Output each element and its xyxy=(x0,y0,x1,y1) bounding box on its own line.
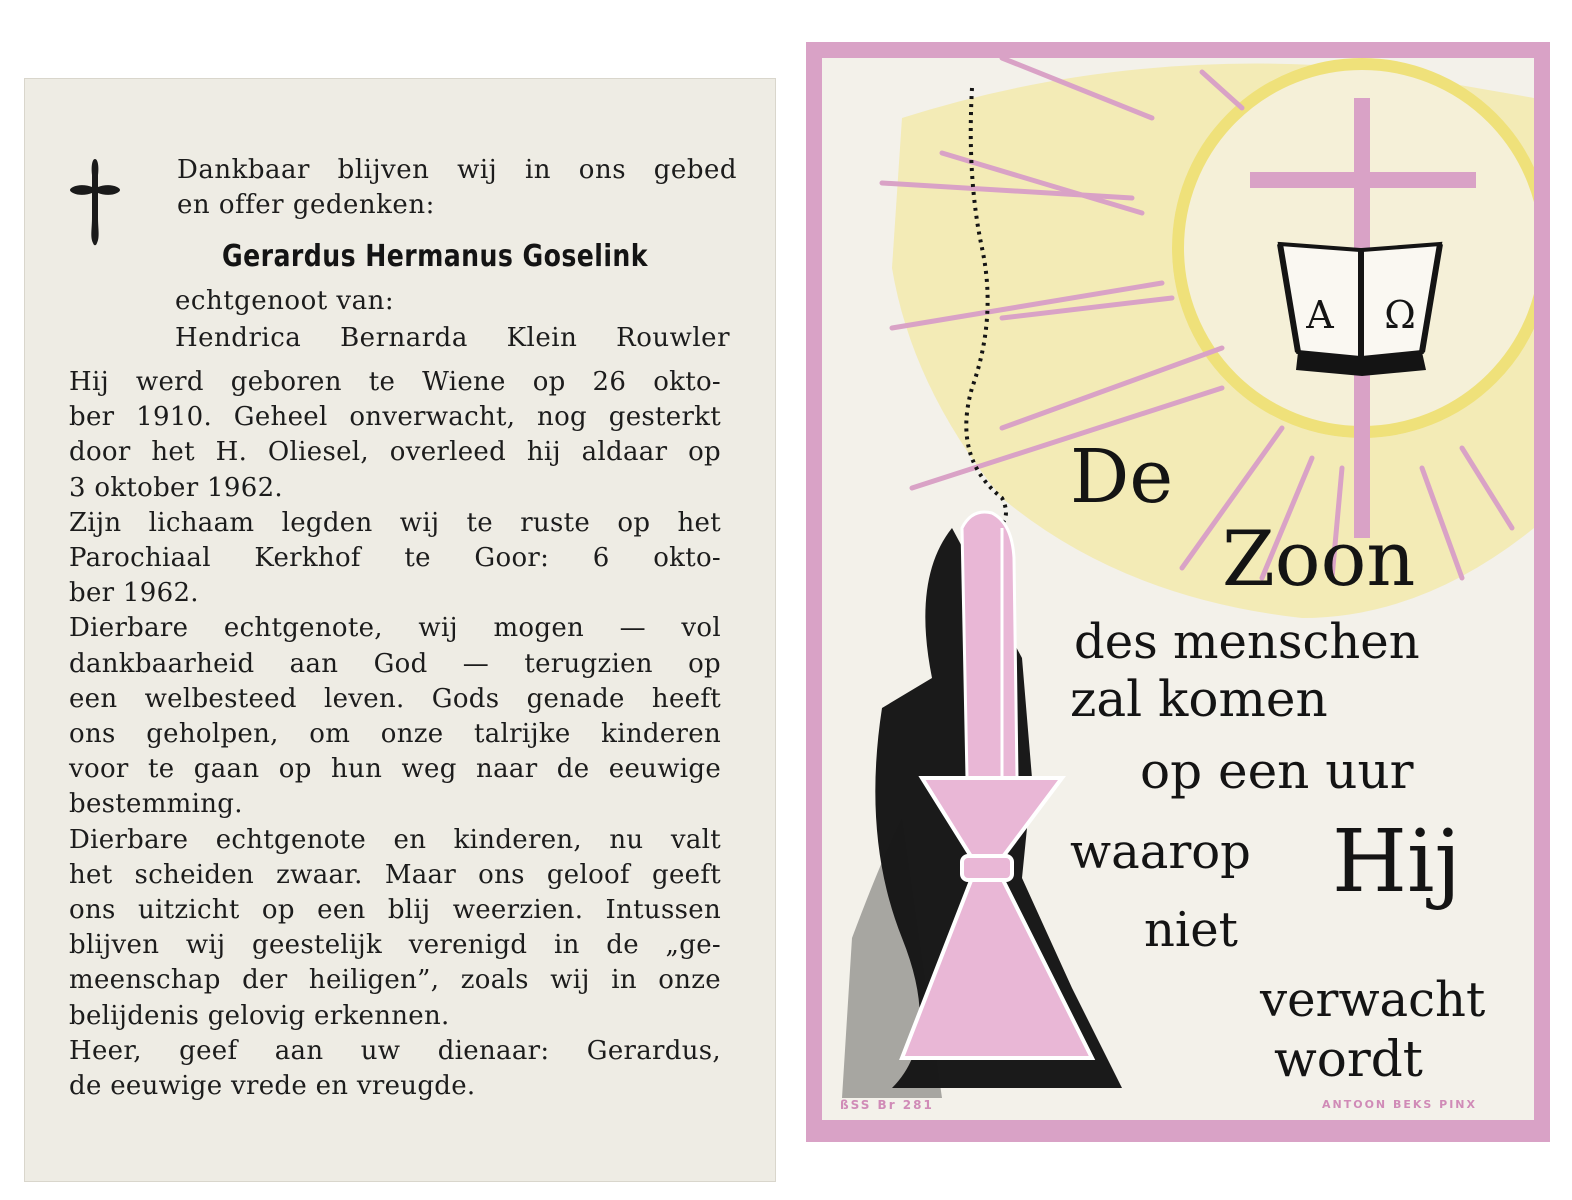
memorial-text-card xyxy=(24,78,776,1182)
biography-text xyxy=(69,365,721,1104)
artist-credit: ANTOON BEKS PINX xyxy=(1322,1098,1477,1111)
deceased-name: Gerardus Hermanus Goselink xyxy=(222,239,648,274)
text-line: de eeuwige vrede en vreugde. xyxy=(69,1071,476,1102)
verse-line-komen: zal komen xyxy=(1070,670,1328,728)
verse-line-wordt: wordt xyxy=(1274,1030,1423,1088)
paragraph-spouse xyxy=(69,611,721,822)
cross-icon xyxy=(67,157,123,247)
text-line: bestemming. xyxy=(69,789,243,820)
text-line: voor te gaan op hun weg naar de eeuwige xyxy=(69,754,721,785)
text-line: 3 oktober 1962. xyxy=(69,472,283,503)
text-line: ber 1962. xyxy=(69,578,199,609)
book-letter-alpha: A xyxy=(1306,293,1334,337)
candle xyxy=(962,512,1017,778)
holder-knob xyxy=(962,856,1012,880)
text-line: Zijn lichaam legden wij te ruste op het xyxy=(69,507,721,538)
text-line: dankbaarheid aan God — terugzien op xyxy=(69,648,721,679)
text-line: Hij werd geboren te Wiene op 26 okto- xyxy=(69,367,721,397)
text-line: het scheiden zwaar. Maar ons geloof geeft xyxy=(69,859,721,890)
paragraph-birth-death xyxy=(69,365,721,506)
paragraph-burial xyxy=(69,506,721,612)
text-line: meenschap der heiligen”, zoals wij in onze xyxy=(69,965,721,996)
text-line: Heer, geef aan uw dienaar: Gerardus, xyxy=(69,1035,721,1066)
devotional-image-card xyxy=(806,42,1550,1142)
text-line: ons geholpen, om onze talrijke kinderen xyxy=(69,719,721,750)
verse-line-de: De xyxy=(1070,434,1174,520)
card-illustration-area xyxy=(822,58,1534,1120)
publisher-code: ßSS Br 281 xyxy=(840,1098,934,1112)
spouse-name: Hendrica Bernarda Klein Rouwler xyxy=(175,323,730,353)
spouse-label: echtgenoot van: xyxy=(175,286,395,316)
verse-line-zoon: Zoon xyxy=(1222,514,1416,603)
intro-text xyxy=(177,153,737,223)
text-line: door het H. Oliesel, overleed hij aldaar op xyxy=(69,437,721,468)
text-line: belijdenis gelovig erkennen. xyxy=(69,1000,450,1031)
intro-line: en offer gedenken: xyxy=(177,190,435,220)
text-line: ber 1910. Geheel onverwacht, nog gesterkt xyxy=(69,402,721,433)
text-line: Dierbare echtgenote, wij mogen — vol xyxy=(69,613,721,644)
book-icon xyxy=(1280,244,1440,376)
verse-line-niet: niet xyxy=(1144,902,1238,958)
text-line: een welbesteed leven. Gods genade heeft xyxy=(69,683,721,714)
book-letter-omega: Ω xyxy=(1384,293,1416,337)
text-line: Dierbare echtgenote en kinderen, nu valt xyxy=(69,824,721,855)
verse-line-waarop: waarop xyxy=(1070,824,1251,880)
paragraph-prayer xyxy=(69,1034,721,1104)
verse-line-verwacht: verwacht xyxy=(1260,972,1486,1028)
paragraph-family xyxy=(69,823,721,1034)
text-line: ons uitzicht op een blij weerzien. Intussen xyxy=(69,895,721,926)
verse-line-hij: Hij xyxy=(1332,812,1462,912)
verse-line-uur: op een uur xyxy=(1140,742,1414,800)
cross-horizontal xyxy=(1250,172,1476,188)
text-line: Parochiaal Kerkhof te Goor: 6 okto- xyxy=(69,543,721,574)
text-line: blijven wij geestelijk verenigd in de „ge- xyxy=(69,930,721,961)
illustration xyxy=(822,58,1534,1120)
verse-line-menschen: des menschen xyxy=(1074,614,1420,670)
intro-line: Dankbaar blijven wij in ons gebed xyxy=(177,155,737,185)
